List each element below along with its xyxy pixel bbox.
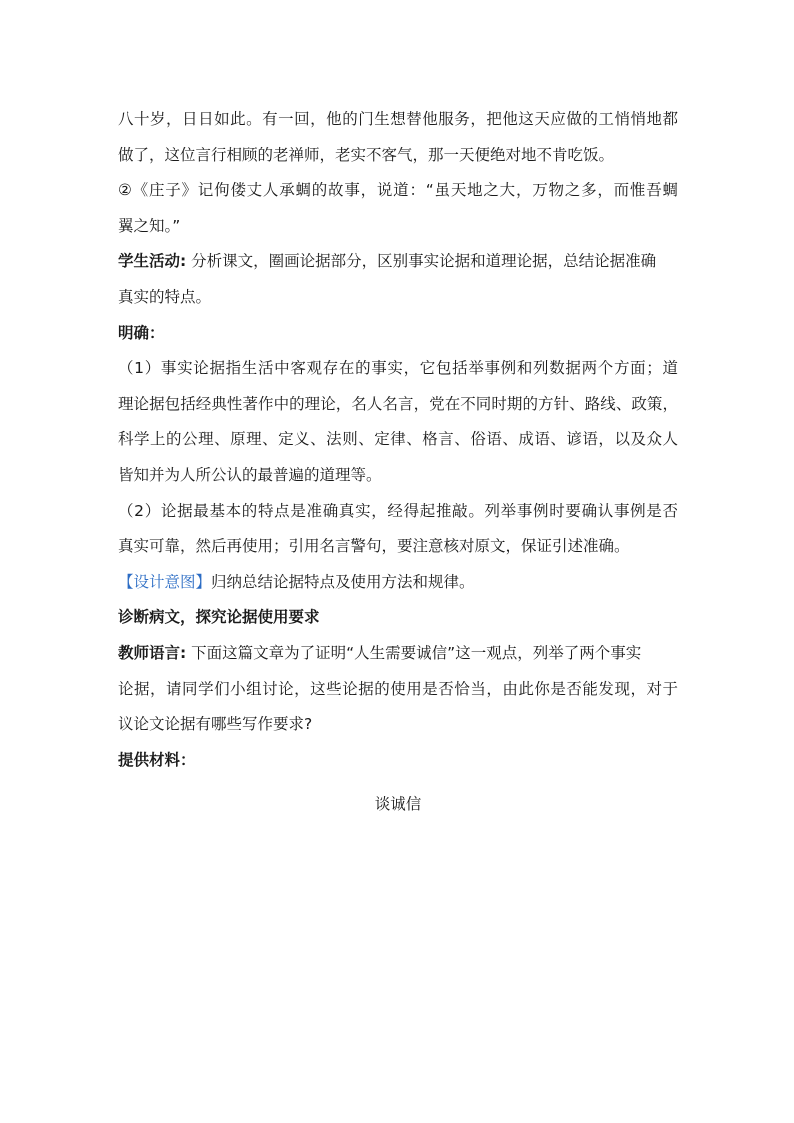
teacher-language-line bbox=[118, 636, 678, 672]
document-body bbox=[118, 102, 678, 823]
paragraph-line: 做了，这位言行相顾的老禅师，老实不客气，那一天便绝对地不肯吃饭。 bbox=[118, 145, 615, 164]
design-intent-label: 【设计意图】 bbox=[118, 572, 212, 591]
teacher-language-label: 教师语言: bbox=[118, 643, 187, 662]
clarify-item-1: （1）事实论据指生活中客观存在的事实，它包括举事例和列数据两个方面；道 bbox=[118, 359, 678, 378]
materials-heading: 提供材料： bbox=[118, 750, 196, 769]
paragraph-line: 真实可靠，然后再使用；引用名言警句，要注意核对原文，保证引述准确。 bbox=[118, 537, 630, 556]
section-heading: 诊断病文，探究论据使用要求 bbox=[118, 608, 320, 627]
teacher-language-text: 下面这篇文章为了证明“人生需要诚信”这一观点，列举了两个事实 bbox=[186, 643, 642, 662]
student-activity-line bbox=[118, 244, 678, 280]
paragraph-line: 八十岁，日日如此。有一回，他的门生想替他服务，把他这天应做的工悄悄地都 bbox=[118, 110, 678, 128]
quote-line: ②《庄子》记佝偻丈人承蜩的故事，说道：“虽天地之大，万物之多，而惟吾蜩 bbox=[118, 181, 678, 200]
paragraph-line: 真实的特点。 bbox=[118, 287, 212, 306]
paragraph-line: 科学上的公理、原理、定义、法则、定律、格言、俗语、成语、谚语，以及众人 bbox=[118, 430, 678, 449]
clarify-heading: 明确： bbox=[118, 323, 165, 342]
student-activity-text: 分析课文，圈画论据部分，区别事实论据和道理论据，总结论据准确 bbox=[186, 252, 657, 271]
design-intent-text: 归纳总结论据特点及使用方法和规律。 bbox=[211, 572, 475, 591]
design-intent-line bbox=[118, 565, 678, 601]
paragraph-line: 议论文论据有哪些写作要求? bbox=[118, 715, 313, 734]
clarify-item-2: （2）论据最基本的特点是准确真实，经得起推敲。列举事例时要确认事例是否 bbox=[118, 501, 678, 520]
paragraph-line: 皆知并为人所公认的最普遍的道理等。 bbox=[118, 465, 382, 484]
student-activity-label: 学生活动: bbox=[118, 252, 187, 271]
paragraph-line: 理论据包括经典性著作中的理论，名人名言，党在不同时期的方针、路线、政策， bbox=[118, 394, 678, 413]
quote-line: 翼之知。” bbox=[118, 216, 181, 235]
essay-title: 谈诚信 bbox=[374, 795, 422, 814]
paragraph-line: 论据，请同学们小组讨论，这些论据的使用是否恰当，由此你是否能发现，对于 bbox=[118, 679, 678, 698]
